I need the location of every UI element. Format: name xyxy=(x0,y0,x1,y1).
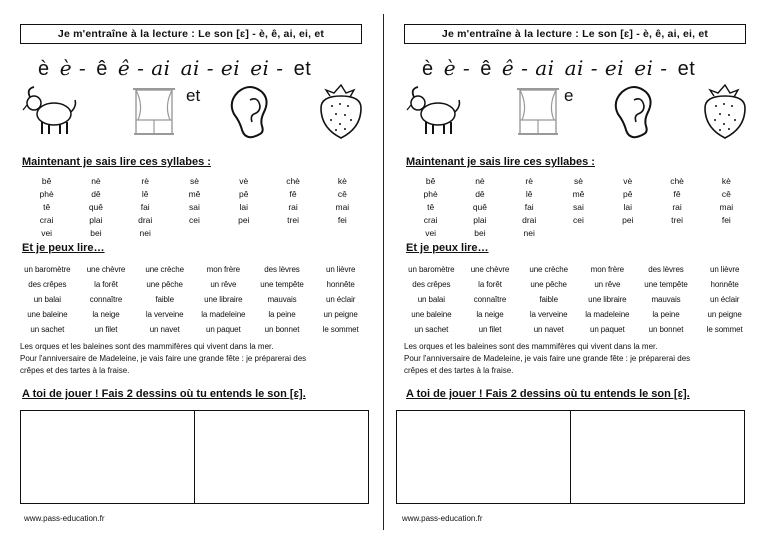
letters-row xyxy=(38,56,368,84)
letter: ê - ai xyxy=(117,56,171,80)
syllable: sè xyxy=(574,176,583,186)
word: une tempête xyxy=(260,280,304,289)
word: des crêpes xyxy=(412,280,451,289)
word: un bonnet xyxy=(264,325,300,334)
word: la neige xyxy=(92,310,120,319)
syllable: bei xyxy=(474,228,486,238)
syllable: nei xyxy=(523,228,535,238)
word: la forêt xyxy=(94,280,118,289)
word: la madeleine xyxy=(201,310,246,319)
syllable: dê xyxy=(91,189,101,199)
goat-icon xyxy=(22,84,80,136)
word: connaître xyxy=(89,295,123,304)
sentence-line: crêpes et des tartes à la fraise. xyxy=(20,366,130,375)
syllable: bê xyxy=(41,176,52,186)
word: connaître xyxy=(473,295,507,304)
word: un rêve xyxy=(594,280,621,289)
worksheet-title: Je m'entraîne à la lecture : Le son [ɛ] - è, ê, ai, ei, et xyxy=(20,24,362,44)
syllable: pê xyxy=(239,189,249,199)
word: des crêpes xyxy=(28,280,67,289)
word: un paquet xyxy=(205,325,241,334)
word: un peigne xyxy=(707,310,742,319)
syllable: cei xyxy=(189,215,200,225)
syllable: fê xyxy=(289,189,297,199)
word: un peigne xyxy=(323,310,358,319)
syllables-grid xyxy=(406,175,751,240)
syllable: trei xyxy=(671,215,683,225)
word: un lièvre xyxy=(325,265,356,274)
letter: et xyxy=(293,58,312,80)
reading-sentences xyxy=(20,341,370,377)
syllable: dê xyxy=(475,189,485,199)
goat-icon xyxy=(406,84,464,136)
syllable: fei xyxy=(337,215,347,225)
word: une pêche xyxy=(530,280,567,289)
syllable: plai xyxy=(89,215,103,225)
word: un sachet xyxy=(414,325,449,334)
ear-icon xyxy=(614,84,654,142)
syllable: vei xyxy=(41,228,53,238)
word: un filet xyxy=(94,325,118,334)
drawing-box-2[interactable] xyxy=(570,410,745,504)
syllable: mê xyxy=(572,189,585,199)
syllable: chè xyxy=(670,176,684,186)
word: une chèvre xyxy=(86,265,126,274)
word: une baleine xyxy=(27,310,68,319)
word: mauvais xyxy=(651,295,681,304)
letter: è xyxy=(422,58,434,80)
syllable: plai xyxy=(473,215,487,225)
word: un balai xyxy=(33,295,61,304)
syllable: lai xyxy=(239,202,249,212)
letter: è xyxy=(38,58,50,80)
syllable: pei xyxy=(238,215,250,225)
word: la verveine xyxy=(145,310,184,319)
words-grid xyxy=(402,262,754,337)
word: un éclair xyxy=(709,295,740,304)
syllable: vè xyxy=(623,176,633,186)
word: faible xyxy=(155,295,174,304)
syllable: fei xyxy=(721,215,731,225)
drawing-box-1[interactable] xyxy=(396,410,571,504)
syllable: rai xyxy=(288,202,298,212)
pictures-row xyxy=(402,84,752,146)
word: un bonnet xyxy=(648,325,684,334)
window-icon xyxy=(132,84,176,142)
window-icon xyxy=(516,84,560,142)
word: des lèvres xyxy=(264,265,300,274)
sentence-line: crêpes et des tartes à la fraise. xyxy=(404,366,514,375)
word: un filet xyxy=(478,325,502,334)
letter: ei - xyxy=(250,56,284,80)
letter: è - xyxy=(59,56,87,80)
word: mon frère xyxy=(206,265,240,274)
letter: ê - ai xyxy=(501,56,555,80)
reading-sentences xyxy=(404,341,754,377)
syllable: chè xyxy=(286,176,300,186)
syllable: tê xyxy=(427,202,435,212)
drawing-task: A toi de jouer ! Fais 2 dessins où tu entends le son [ɛ]. xyxy=(406,388,690,400)
syllable: trei xyxy=(287,215,299,225)
word: un sachet xyxy=(30,325,65,334)
sentence-line: Pour l'anniversaire de Madeleine, je vais faire une grande fête : je préparerai des xyxy=(20,354,307,363)
word: un lièvre xyxy=(709,265,740,274)
drawing-box-1[interactable] xyxy=(20,410,195,504)
word: la peine xyxy=(652,310,680,319)
words-heading: Et je peux lire… xyxy=(22,242,105,254)
syllable: cê xyxy=(721,189,731,199)
letter: ê xyxy=(96,58,108,80)
word: un rêve xyxy=(210,280,237,289)
syllable: fê xyxy=(673,189,681,199)
words-grid xyxy=(18,262,370,337)
syllable: sè xyxy=(190,176,199,186)
word: une tempête xyxy=(644,280,688,289)
syllable: nei xyxy=(139,228,151,238)
syllable: phè xyxy=(39,189,54,199)
word: le sommet xyxy=(322,325,359,334)
sentence-line: Les orques et les baleines sont des mammifères qui vivent dans la mer. xyxy=(404,342,658,351)
syllable: lê xyxy=(141,189,149,199)
syllable: cê xyxy=(337,189,347,199)
strawberry-icon xyxy=(702,84,748,142)
word: un éclair xyxy=(325,295,356,304)
word: la neige xyxy=(476,310,504,319)
syllable: kè xyxy=(337,176,347,186)
syllable: bei xyxy=(90,228,102,238)
syllable: fai xyxy=(140,202,150,212)
syllable: mai xyxy=(335,202,350,212)
word: mon frère xyxy=(590,265,624,274)
syllable: vè xyxy=(239,176,249,186)
syllable: cei xyxy=(573,215,584,225)
letter: ê xyxy=(480,58,492,80)
syllable: kè xyxy=(721,176,731,186)
word: un baromètre xyxy=(408,265,455,274)
syllable: lai xyxy=(623,202,633,212)
word: un paquet xyxy=(589,325,625,334)
word: des lèvres xyxy=(648,265,684,274)
letter: ei - xyxy=(634,56,668,80)
syllable: nè xyxy=(91,176,101,186)
syllable: drai xyxy=(138,215,153,225)
syllable: nè xyxy=(475,176,485,186)
word: mauvais xyxy=(267,295,297,304)
syllable: quê xyxy=(472,202,488,212)
letter: et xyxy=(677,58,696,80)
footer-url: www.pass-education.fr xyxy=(24,514,105,523)
syllable: rè xyxy=(141,176,149,186)
footer-url: www.pass-education.fr xyxy=(402,514,483,523)
word: une crèche xyxy=(145,265,184,274)
syllable: mai xyxy=(719,202,734,212)
letters-row xyxy=(422,56,752,84)
word: le sommet xyxy=(706,325,743,334)
word: la madeleine xyxy=(585,310,630,319)
letter: ai - ei xyxy=(564,56,625,80)
syllable: tê xyxy=(43,202,51,212)
syllables-heading: Maintenant je sais lire ces syllabes : xyxy=(22,156,211,168)
syllable: pei xyxy=(622,215,634,225)
word: une chèvre xyxy=(470,265,510,274)
word: faible xyxy=(539,295,558,304)
syllables-heading: Maintenant je sais lire ces syllabes : xyxy=(406,156,595,168)
sentence-line: Les orques et les baleines sont des mammifères qui vivent dans la mer. xyxy=(20,342,274,351)
letter: ai - ei xyxy=(180,56,241,80)
word: honnête xyxy=(326,280,355,289)
word: une libraire xyxy=(588,295,627,304)
syllable: rai xyxy=(672,202,682,212)
syllable: sai xyxy=(573,202,584,212)
syllable: rè xyxy=(525,176,533,186)
syllable: mê xyxy=(188,189,201,199)
word: la forêt xyxy=(478,280,502,289)
word: une libraire xyxy=(204,295,243,304)
syllable: pê xyxy=(623,189,633,199)
syllables-grid xyxy=(22,175,367,240)
sentence-line: Pour l'anniversaire de Madeleine, je vais faire une grande fête : je préparerai des xyxy=(404,354,691,363)
letter: è - xyxy=(443,56,471,80)
strawberry-icon xyxy=(318,84,364,142)
syllable: fai xyxy=(524,202,534,212)
syllable: crai xyxy=(423,215,438,225)
word: une pêche xyxy=(146,280,183,289)
drawing-box-2[interactable] xyxy=(194,410,369,504)
syllable: sai xyxy=(189,202,200,212)
worksheet-title: Je m'entraîne à la lecture : Le son [ɛ] - è, ê, ai, ei, et xyxy=(404,24,746,44)
syllable: crai xyxy=(39,215,54,225)
word: un balai xyxy=(417,295,445,304)
word: une crèche xyxy=(529,265,568,274)
words-heading: Et je peux lire… xyxy=(406,242,489,254)
syllable: bê xyxy=(425,176,436,186)
syllable: phè xyxy=(423,189,438,199)
word: honnête xyxy=(710,280,739,289)
syllable: drai xyxy=(522,215,537,225)
syllable: lê xyxy=(525,189,533,199)
syllable: vei xyxy=(425,228,437,238)
word: un navet xyxy=(149,325,180,334)
word: la verveine xyxy=(529,310,568,319)
word: la peine xyxy=(268,310,296,319)
word: un baromètre xyxy=(24,265,71,274)
floating-label: et xyxy=(186,86,201,105)
drawing-task: A toi de jouer ! Fais 2 dessins où tu entends le son [ɛ]. xyxy=(22,388,306,400)
floating-label: e xyxy=(564,86,574,105)
syllable: quê xyxy=(88,202,104,212)
word: un navet xyxy=(533,325,564,334)
word: une baleine xyxy=(411,310,452,319)
worksheet-right xyxy=(384,0,768,543)
ear-icon xyxy=(230,84,270,142)
